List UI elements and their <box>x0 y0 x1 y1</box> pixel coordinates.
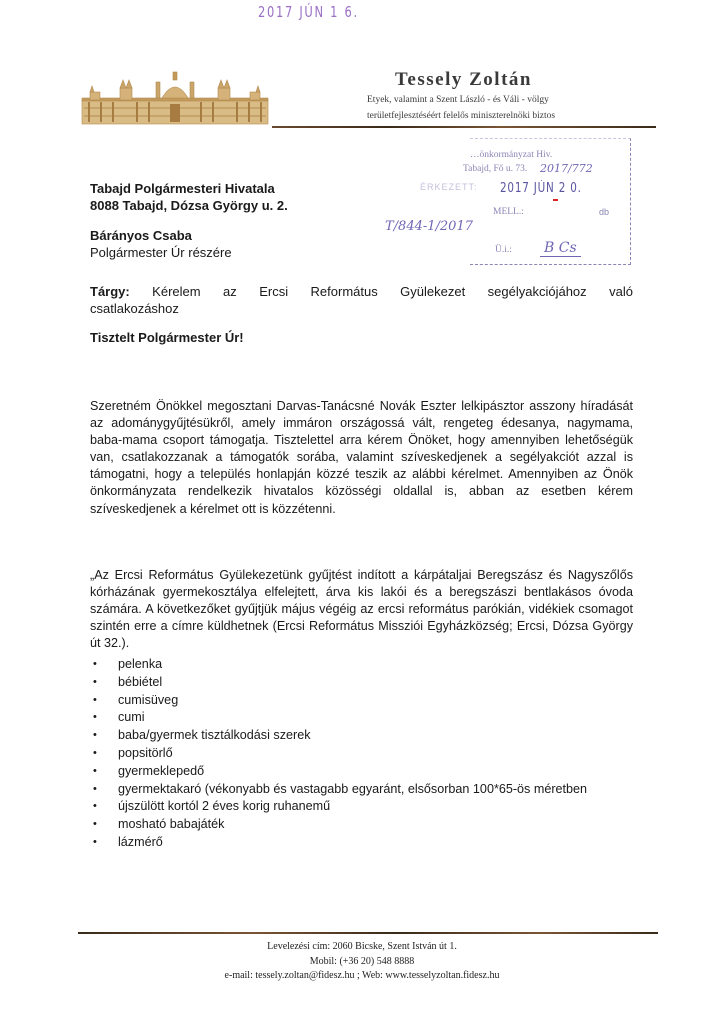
registry-date: 2017 JÚN 2 0. <box>500 181 582 196</box>
list-item <box>90 763 633 781</box>
subject-word: az <box>223 284 237 299</box>
list-item-text: cumisüveg <box>118 692 179 707</box>
footer-postal-address: Levelezési cím: 2060 Bicske, Szent István út 1. <box>267 941 457 952</box>
list-item-text: pelenka <box>118 657 163 671</box>
bullet-icon: • <box>93 658 97 670</box>
letterhead-divider <box>272 126 656 128</box>
list-item <box>90 674 633 692</box>
salutation: Tisztelt Polgármester Úr! <box>90 330 244 345</box>
recipient-title: Polgármester Úr részére <box>90 245 232 260</box>
body-paragraph-2: „Az Ercsi Református Gyülekezetünk gyűjtést indított a kárpátaljai Beregszász és Nagyszőlős kórházának gyermekosztálya elfelejtett, árva kis lakói és a beregszászi bentlakásos óvoda számára. A következőket gyűjtjük május végéig az ercsi református parókián, vidékiek csomagot szintén erre a címre küldhetnek (Ercsi Református Missziói Egyházközség; Ercsi, Dózsa György út 32.). <box>90 568 633 651</box>
letterhead-subtitle-line1: Etyek, valamint a Szent László - és Váli - völgy <box>367 95 549 105</box>
subject-word: Gyülekezet <box>400 284 466 299</box>
list-item-text: mosható babajáték <box>118 817 225 832</box>
list-item <box>90 745 633 763</box>
registry-handler-label: Ü.i.: <box>495 245 512 255</box>
bullet-icon: • <box>93 800 97 813</box>
subject-word: való <box>609 284 633 299</box>
received-date-stamp: 2017 JÚN 1 6. <box>258 3 359 21</box>
subject-word: Ercsi <box>259 284 289 299</box>
list-item-text: gyermektakaró (vékonyabb és vastagabb egyaránt, elsősorban 100*65-ös méretben <box>118 781 588 796</box>
registry-handwritten-number: 2017/772 <box>540 162 593 175</box>
bullet-icon: • <box>93 746 97 759</box>
subject-word: Református <box>310 284 378 299</box>
subject-line <box>90 283 633 317</box>
recipient-name: Bárányos Csaba <box>90 228 192 243</box>
list-item-text: gyermeklepedő <box>118 763 205 778</box>
footer-email-web: e-mail: tessely.zoltan@fidesz.hu ; Web: www.tesselyzoltan.fidesz.hu <box>224 970 500 981</box>
list-item <box>90 798 633 816</box>
bullet-icon: • <box>93 764 97 777</box>
subject-continuation: csatlakozáshoz <box>90 301 179 316</box>
list-item-text: újszülött kortól 2 éves korig ruhanemű <box>118 799 331 814</box>
subject-label: Tárgy: <box>90 284 130 299</box>
bullet-icon: • <box>93 782 97 795</box>
letterhead-name: Tessely Zoltán <box>395 69 532 90</box>
registry-stamp-office: …önkormányzat Hiv. <box>470 150 553 160</box>
recipient-person-block <box>90 227 232 261</box>
bullet-icon: • <box>93 835 97 848</box>
registry-date-prefix: ÉRKEZETT: <box>420 182 478 192</box>
subject-word: segélyakciójához <box>487 284 587 299</box>
bullet-icon: • <box>93 693 97 706</box>
donation-items-list <box>90 656 633 852</box>
list-item-text: popsitörlő <box>118 745 173 760</box>
list-item-text: baba/gyermek tisztálkodási szerek <box>118 728 311 743</box>
registry-attachments-unit: db <box>599 207 610 217</box>
list-item <box>90 656 633 674</box>
registry-handler-signature: B Cs <box>540 240 581 257</box>
footer-divider <box>78 932 658 934</box>
footer-mobile: Mobil: (+36 20) 548 8888 <box>309 956 415 967</box>
bullet-icon: • <box>93 729 97 742</box>
bullet-icon: • <box>93 818 97 831</box>
registry-attachments-label: MELL.: <box>493 207 524 217</box>
list-item-text: cumi <box>118 710 145 725</box>
list-item <box>90 816 633 834</box>
recipient-address: 8088 Tabajd, Dózsa György u. 2. <box>90 198 288 213</box>
list-item <box>90 727 633 745</box>
list-item <box>90 692 633 710</box>
registry-stamp-address: Tabajd, Fő u. 73. <box>463 164 528 174</box>
list-item-text: lázmérő <box>118 834 163 849</box>
subject-word: Kérelem <box>152 284 201 299</box>
list-item <box>90 781 633 799</box>
recipient-office-block <box>90 180 288 214</box>
handwritten-reference-number: T/844-1/2017 <box>385 219 473 234</box>
list-item-text: bébiétel <box>118 674 163 689</box>
registry-red-mark <box>553 199 558 201</box>
list-item <box>90 834 633 852</box>
recipient-office: Tabajd Polgármesteri Hivatala <box>90 181 275 196</box>
letterhead-subtitle-line2: területfejlesztéséért felelős miniszterelnöki biztos <box>367 111 556 121</box>
bullet-icon: • <box>93 675 97 688</box>
list-item <box>90 709 633 727</box>
body-paragraph-1: Szeretném Önökkel megosztani Darvas-Tanácsné Novák Eszter lelkipásztor asszony híradását az adománygyűjtésükről, amely immáron országossá vált, rengeteg édesanya, nagymama, baba-mama csoport támogatja. Tisztelettel arra kérem Önöket, hogy amennyiben lehetőségük van, csatlakozzanak a támogatók sorába, valamint szíveskedjenek a segélyakciót azzal is támogatni, hogy a település honlapján közzé teszik az alábbi kérelmet. Amennyiben az Önök önkormányzata rendelkezik hivatalos közösségi oldallal is, abban az esetben kérem szíveskedjenek a kérelmet ott is közzétenni. <box>90 399 633 516</box>
parliament-building-logo <box>80 70 270 126</box>
bullet-icon: • <box>93 711 97 724</box>
